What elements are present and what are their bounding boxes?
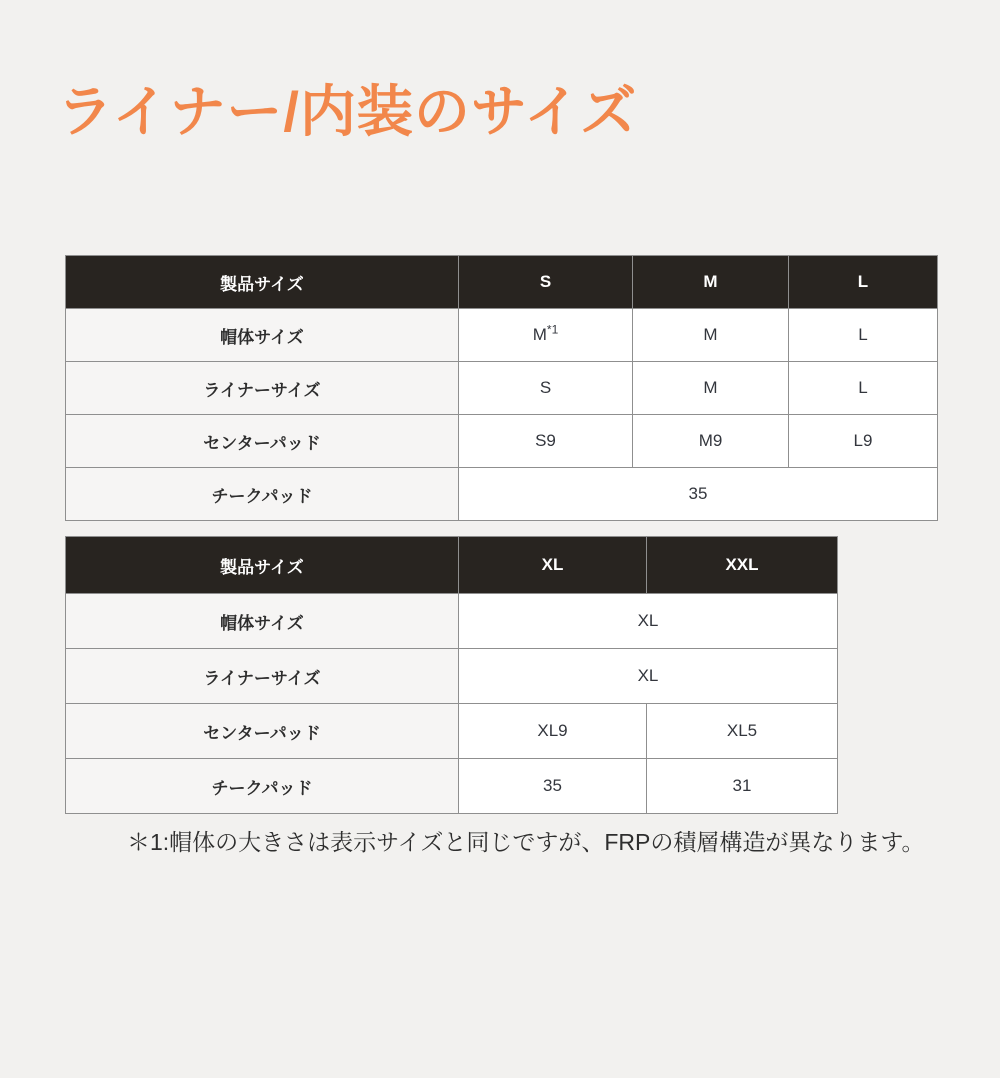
row-label-liner-size: ライナーサイズ <box>66 362 459 415</box>
cell-center-pad-m: M9 <box>633 415 789 468</box>
header-size-xl: XL <box>459 537 647 594</box>
table-row <box>66 415 938 468</box>
table-row <box>66 309 938 362</box>
cell-shell-size-xl-all: XL <box>459 594 838 649</box>
cell-liner-size-s: S <box>459 362 633 415</box>
row-label-cheek-pad: チークパッド <box>66 468 459 521</box>
cell-center-pad-xl: XL9 <box>459 704 647 759</box>
header-product-size: 製品サイズ <box>66 537 459 594</box>
row-label-shell-size: 帽体サイズ <box>66 594 459 649</box>
header-size-s: S <box>459 256 633 309</box>
table-row <box>66 704 838 759</box>
header-size-xxl: XXL <box>647 537 838 594</box>
size-table-sml <box>65 255 938 521</box>
row-label-shell-size: 帽体サイズ <box>66 309 459 362</box>
cell-cheek-pad-all: 35 <box>459 468 938 521</box>
cell-liner-size-xl-all: XL <box>459 649 838 704</box>
page-title: ライナー/内装のサイズ <box>57 80 638 143</box>
table-header-row <box>66 256 938 309</box>
cell-liner-size-m: M <box>633 362 789 415</box>
header-size-m: M <box>633 256 789 309</box>
table-row <box>66 362 938 415</box>
cell-value: M <box>532 325 547 345</box>
row-label-center-pad: センターパッド <box>66 704 459 759</box>
header-size-l: L <box>789 256 938 309</box>
cell-shell-size-s <box>459 309 633 362</box>
footnote-text: ＊1:帽体の大きさは表示サイズと同じですが、FRPの積層構造が異なります。 <box>127 829 925 856</box>
header-product-size: 製品サイズ <box>66 256 459 309</box>
row-label-cheek-pad: チークパッド <box>66 759 459 814</box>
cell-shell-size-l: L <box>789 309 938 362</box>
table-row <box>66 759 838 814</box>
row-label-center-pad: センターパッド <box>66 415 459 468</box>
footnote-marker: *1 <box>546 322 559 337</box>
table-row <box>66 594 838 649</box>
size-table-xlxxl <box>65 536 838 814</box>
cell-center-pad-xxl: XL5 <box>647 704 838 759</box>
cell-center-pad-l: L9 <box>789 415 938 468</box>
cell-shell-size-m: M <box>633 309 789 362</box>
cell-liner-size-l: L <box>789 362 938 415</box>
size-tables-section <box>65 255 1000 858</box>
cell-center-pad-s: S9 <box>459 415 633 468</box>
table-row <box>66 468 938 521</box>
table-header-row <box>66 537 838 594</box>
cell-cheek-pad-xxl: 31 <box>647 759 838 814</box>
table-row <box>66 649 838 704</box>
cell-cheek-pad-xl: 35 <box>459 759 647 814</box>
row-label-liner-size: ライナーサイズ <box>66 649 459 704</box>
